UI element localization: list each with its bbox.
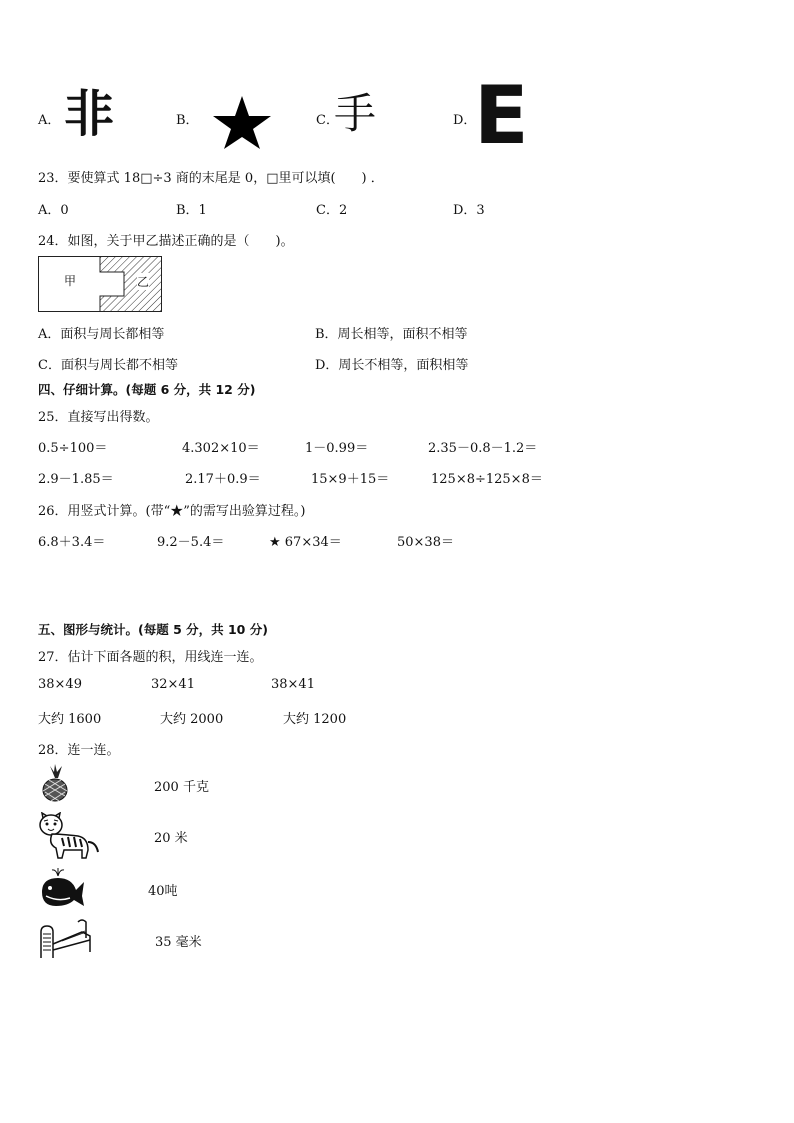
q22-option-a-glyph: 非 xyxy=(64,85,114,143)
q27-product: 38×41 xyxy=(271,677,315,692)
q28-label-length: 20 米 xyxy=(154,831,188,846)
q27-product: 38×49 xyxy=(38,677,82,692)
pineapple-icon xyxy=(38,764,72,802)
q26-stem: 26．用竖式计算。(带“★”的需写出验算过程。) xyxy=(38,504,306,519)
q25-stem: 25．直接写出得数。 xyxy=(38,410,159,425)
q25-item: 125×8÷125×8＝ xyxy=(431,472,543,487)
q27-product: 32×41 xyxy=(151,677,195,692)
q25-item: 4.302×10＝ xyxy=(182,441,260,456)
q28-label-small-length: 35 毫米 xyxy=(155,935,202,950)
q22-option-a-label: A． xyxy=(38,113,61,128)
q23-option-d: D．3 xyxy=(453,203,485,218)
section-5-title: 五、图形与统计。(每题 5 分，共 10 分) xyxy=(38,622,268,637)
q23-option-a: A．0 xyxy=(38,203,69,218)
q27-estimate: 大约 2000 xyxy=(160,712,224,727)
q25-item: 2.35－0.8－1.2＝ xyxy=(428,441,538,456)
section-4-title: 四、仔细计算。(每题 6 分，共 12 分) xyxy=(38,382,256,397)
q26-item: 50×38＝ xyxy=(397,535,454,550)
q24-stem: 24．如图，关于甲乙描述正确的是（ )。 xyxy=(38,234,294,249)
q27-estimate: 大约 1200 xyxy=(283,712,347,727)
q22-option-b-label: B． xyxy=(176,113,199,128)
q25-item: 1－0.99＝ xyxy=(305,441,369,456)
q27-estimate: 大约 1600 xyxy=(38,712,102,727)
q24-label-yi: 乙 xyxy=(137,275,150,289)
q23-option-b: B．1 xyxy=(176,203,207,218)
tiger-icon xyxy=(38,812,102,862)
q28-label-mass: 40吨 xyxy=(148,884,178,899)
q26-item: 9.2－5.4＝ xyxy=(157,535,225,550)
q24-option-c: C．面积与周长都不相等 xyxy=(38,358,178,373)
q26-item: 6.8＋3.4＝ xyxy=(38,535,106,550)
q24-option-d: D．周长不相等，面积相等 xyxy=(315,358,469,373)
q25-item: 2.9－1.85＝ xyxy=(38,472,114,487)
q28-label-weight: 200 千克 xyxy=(154,780,209,795)
bed-icon xyxy=(38,914,92,960)
q24-option-b: B．周长相等，面积不相等 xyxy=(315,327,468,342)
q24-label-jia: 甲 xyxy=(64,274,77,288)
q26-item: ★ 67×34＝ xyxy=(269,535,342,550)
q22-option-d-label: D． xyxy=(453,113,477,128)
q25-item: 15×9＋15＝ xyxy=(311,472,390,487)
q25-item: 2.17＋0.9＝ xyxy=(185,472,261,487)
q23-option-c: C．2 xyxy=(316,203,348,218)
star-icon xyxy=(211,94,273,150)
whale-icon xyxy=(38,866,86,908)
q24-option-a: A．面积与周长都相等 xyxy=(38,327,165,342)
q27-stem: 27．估计下面各题的积，用线连一连。 xyxy=(38,650,263,665)
q22-option-c-glyph: 手 xyxy=(334,89,377,138)
q25-item: 0.5÷100＝ xyxy=(38,441,108,456)
q23-stem: 23．要使算式 18□÷3 商的末尾是 0，□里可以填( ) ． xyxy=(38,171,384,186)
q28-stem: 28．连一连。 xyxy=(38,743,120,758)
q22-option-c-label: C． xyxy=(316,113,339,128)
q22-option-d-glyph: E xyxy=(474,69,529,162)
